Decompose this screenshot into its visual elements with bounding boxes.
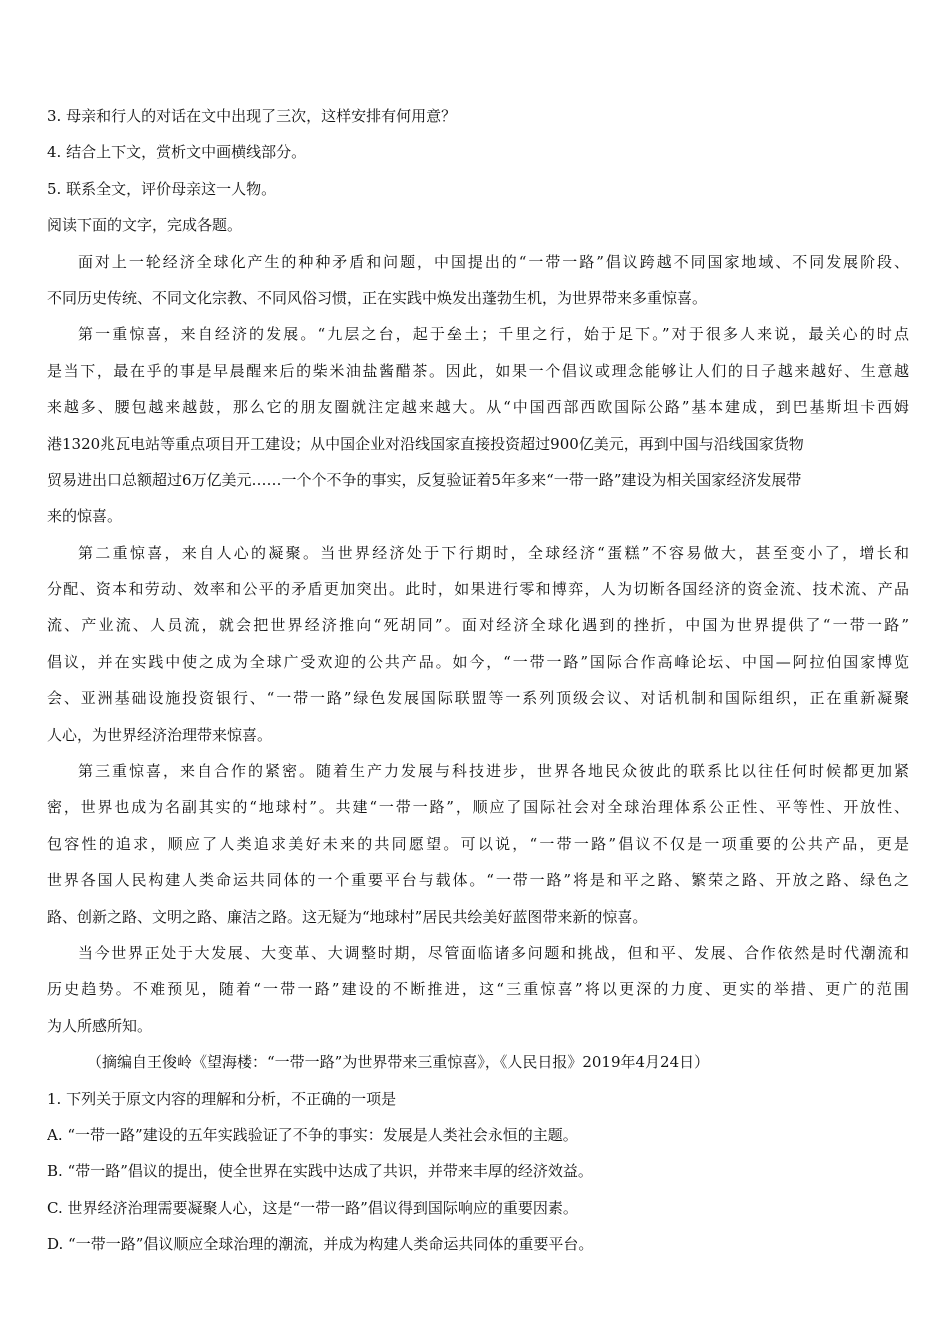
reading-instruction: 阅读下面的文字，完成各题。 xyxy=(47,216,243,235)
paragraph-second-surprise xyxy=(47,535,909,753)
document-page xyxy=(47,98,909,1263)
source-citation: （摘编自王俊岭《望海楼：“一带一路”为世界带来三重惊喜》，《人民日报》2019年4月24日） xyxy=(87,1053,710,1072)
paragraph-line: 世界各国人民构建人类命运共同体的一个重要平台与载体。“一带一路”将是和平之路、繁荣之路、开放之路、绿色之 xyxy=(47,871,909,890)
paragraph-line: 历史趋势。不难预见，随着“一带一路”建设的不断推进，这“三重惊喜”将以更深的力度、更实的举措、更广的范围 xyxy=(47,980,909,999)
paragraph-first-surprise xyxy=(47,316,909,534)
option-d: D. “一带一路”倡议顺应全球治理的潮流，并成为构建人类命运共同体的重要平台。 xyxy=(47,1235,594,1254)
paragraph-line: 港1320兆瓦电站等重点项目开工建设；从中国企业对沿线国家直接投资超过900亿美元，再到中国与沿线国家货物 xyxy=(47,434,804,453)
paragraph-line: 来的惊喜。 xyxy=(47,507,123,526)
paragraph-line: 第二重惊喜，来自人心的凝聚。当世界经济处于下行期时，全球经济“蛋糕”不容易做大，甚至变小了，增长和 xyxy=(78,543,909,562)
paragraph-line: 是当下，最在乎的事是早晨醒来后的柴米油盐酱醋茶。因此，如果一个倡议或理念能够让人们的日子越来越好、生意越 xyxy=(47,361,909,380)
option-b: B. “带一路”倡议的提出，使全世界在实践中达成了共识，并带来丰厚的经济效益。 xyxy=(47,1162,593,1181)
paragraph-line: 面对上一轮经济全球化产生的种种矛盾和问题，中国提出的“一带一路”倡议跨越不同国家地域、不同发展阶段、 xyxy=(78,252,909,271)
question-1-stem: 1. 下列关于原文内容的理解和分析，不正确的一项是 xyxy=(47,1089,397,1108)
question-5: 5. 联系全文，评价母亲这一人物。 xyxy=(47,179,277,198)
paragraph-line: 第一重惊喜，来自经济的发展。“九层之台，起于垒土；千里之行，始于足下。”对于很多人来说，最关心的时点 xyxy=(78,325,909,344)
paragraph-line: 会、亚洲基础设施投资银行、“一带一路”绿色发展国际联盟等一系列顶级会议、对话机制和国际组织，正在重新凝聚 xyxy=(47,689,909,708)
question-4: 4. 结合上下文，赏析文中画横线部分。 xyxy=(47,143,307,162)
paragraph-intro xyxy=(47,244,909,317)
paragraph-third-surprise xyxy=(47,753,909,935)
question-3: 3. 母亲和行人的对话在文中出现了三次，这样安排有何用意？ xyxy=(47,107,457,125)
paragraph-line: 当今世界正处于大发展、大变革、大调整时期，尽管面临诸多问题和挑战，但和平、发展、合作依然是时代潮流和 xyxy=(78,943,909,962)
paragraph-line: 倡议，并在实践中使之成为全球广受欢迎的公共产品。如今，“一带一路”国际合作高峰论坛、中国—阿拉伯国家博览 xyxy=(47,652,909,671)
option-c: C. 世界经济治理需要凝聚人心，这是“一带一路”倡议得到国际响应的重要因素。 xyxy=(47,1198,578,1217)
paragraph-line: 人心，为世界经济治理带来惊喜。 xyxy=(47,725,273,744)
paragraph-line: 流、产业流、人员流，就会把世界经济推向“死胡同”。面对经济全球化遇到的挫折，中国为世界提供了“一带一路” xyxy=(47,616,909,635)
paragraph-line: 贸易进出口总额超过6万亿美元……一个个不争的事实，反复验证着5年多来“一带一路”建设为相关国家经济发展带 xyxy=(47,470,802,489)
paragraph-line: 第三重惊喜，来自合作的紧密。随着生产力发展与科技进步，世界各地民众彼此的联系比以往任何时候都更加紧 xyxy=(78,762,909,781)
paragraph-line: 来越多、腰包越来越鼓，那么它的朋友圈就注定越来越大。从“中国西部西欧国际公路”基本建成，到巴基斯坦卡西姆 xyxy=(47,398,909,417)
paragraph-conclusion xyxy=(47,935,909,1044)
paragraph-line: 路、创新之路、文明之路、廉洁之路。这无疑为“地球村”居民共绘美好蓝图带来新的惊喜。 xyxy=(47,907,648,926)
paragraph-line: 包容性的追求，顺应了人类追求美好未来的共同愿望。可以说，“一带一路”倡议不仅是一项重要的公共产品，更是 xyxy=(47,834,909,853)
paragraph-line: 密，世界也成为名副其实的“地球村”。共建“一带一路”，顺应了国际社会对全球治理体系公正性、平等性、开放性、 xyxy=(47,798,909,817)
paragraph-line: 为人所感所知。 xyxy=(47,1016,153,1035)
question-1 xyxy=(47,1081,909,1263)
option-a: A. “一带一路”建设的五年实践验证了不争的事实：发展是人类社会永恒的主题。 xyxy=(47,1125,578,1144)
paragraph-line: 不同历史传统、不同文化宗教、不同风俗习惯，正在实践中焕发出蓬勃生机，为世界带来多重惊喜。 xyxy=(47,288,708,307)
paragraph-line: 分配、资本和劳动、效率和公平的矛盾更加突出。此时，如果进行零和博弈，人为切断各国经济的资金流、技术流、产品 xyxy=(47,580,909,599)
